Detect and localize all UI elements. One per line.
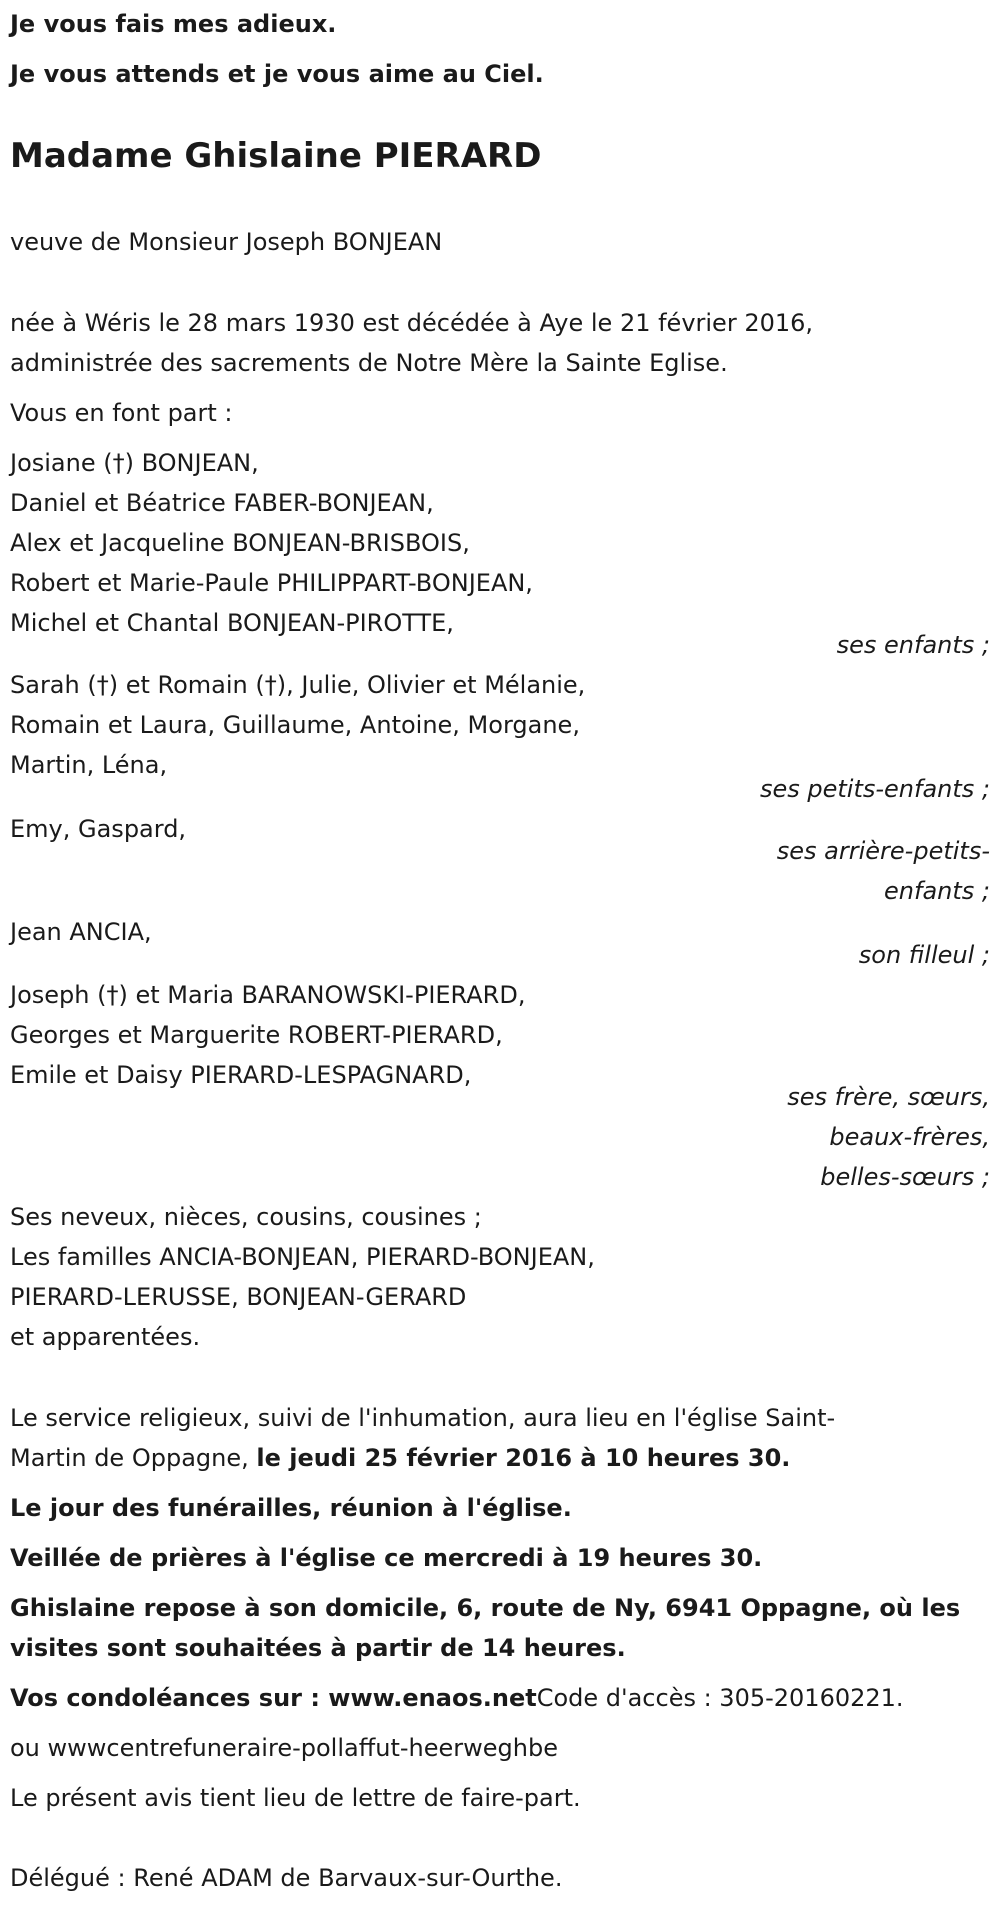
family-name-line: Michel et Chantal BONJEAN-PIROTTE, bbox=[10, 609, 454, 637]
family-name-line: Georges et Marguerite ROBERT-PIERARD, bbox=[10, 1021, 503, 1049]
family-name-line: Emile et Daisy PIERARD-LESPAGNARD, bbox=[10, 1061, 472, 1089]
service-line: Le service religieux, suivi de l'inhumation, aura lieu en l'église Saint- bbox=[10, 1404, 836, 1432]
service-place: Martin de Oppagne, bbox=[10, 1444, 257, 1472]
others-line: PIERARD-LERUSSE, BONJEAN-GERARD bbox=[10, 1283, 467, 1311]
delegate-line: Délégué : René ADAM de Barvaux-sur-Ourthe. bbox=[10, 1864, 563, 1892]
intro-line: Je vous attends et je vous aime au Ciel. bbox=[10, 60, 544, 88]
intro-line: Je vous fais mes adieux. bbox=[10, 10, 337, 38]
widow-line: veuve de Monsieur Joseph BONJEAN bbox=[10, 228, 443, 256]
family-name-line: Romain et Laura, Guillaume, Antoine, Morgane, bbox=[10, 711, 580, 739]
relation-label: belles-sœurs ; bbox=[820, 1163, 990, 1191]
rests-line: Ghislaine repose à son domicile, 6, route de Ny, 6941 Oppagne, où les bbox=[10, 1594, 961, 1622]
relation-label: ses enfants ; bbox=[836, 631, 990, 659]
relation-label: beaux-frères, bbox=[829, 1123, 990, 1151]
family-name-line: Emy, Gaspard, bbox=[10, 815, 187, 843]
others-line: Les familles ANCIA-BONJEAN, PIERARD-BONJEAN, bbox=[10, 1243, 595, 1271]
relation-label: enfants ; bbox=[884, 877, 990, 905]
family-name-line: Alex et Jacqueline BONJEAN-BRISBOIS, bbox=[10, 529, 470, 557]
relation-label: son filleul ; bbox=[858, 941, 990, 969]
condolences-site: Vos condoléances sur : www.enaos.net bbox=[10, 1684, 537, 1712]
family-name-line: Josiane (†) BONJEAN, bbox=[10, 449, 259, 477]
family-name-line: Sarah (†) et Romain (†), Julie, Olivier et Mélanie, bbox=[10, 671, 586, 699]
vigil-line: Veillée de prières à l'église ce mercredi à 19 heures 30. bbox=[10, 1544, 763, 1572]
alt-site-line: ou wwwcentrefuneraire-pollaffut-heerweghbe bbox=[10, 1734, 558, 1762]
relation-label: ses arrière-petits- bbox=[776, 837, 990, 865]
condolences-line bbox=[10, 1678, 904, 1718]
relation-label: ses petits-enfants ; bbox=[759, 775, 990, 803]
notice-line: Le présent avis tient lieu de lettre de faire-part. bbox=[10, 1784, 581, 1812]
sacraments-line: administrée des sacrements de Notre Mère la Sainte Eglise. bbox=[10, 349, 728, 377]
service-date: le jeudi 25 février 2016 à 10 heures 30. bbox=[256, 1444, 791, 1472]
family-name-line: Jean ANCIA, bbox=[10, 918, 152, 946]
family-name-line: Martin, Léna, bbox=[10, 751, 168, 779]
access-code: Code d'accès : 305-20160221. bbox=[536, 1684, 904, 1712]
family-name-line: Robert et Marie-Paule PHILIPPART-BONJEAN, bbox=[10, 569, 533, 597]
deceased-name: Madame Ghislaine PIERARD bbox=[10, 136, 542, 176]
rests-line: visites sont souhaitées à partir de 14 heures. bbox=[10, 1634, 626, 1662]
announce-line: Vous en font part : bbox=[10, 399, 233, 427]
service-line bbox=[10, 1438, 790, 1478]
meeting-line: Le jour des funérailles, réunion à l'église. bbox=[10, 1494, 572, 1522]
family-name-line: Daniel et Béatrice FABER-BONJEAN, bbox=[10, 489, 434, 517]
birth-death-line: née à Wéris le 28 mars 1930 est décédée à Aye le 21 février 2016, bbox=[10, 309, 814, 337]
family-name-line: Joseph (†) et Maria BARANOWSKI-PIERARD, bbox=[10, 981, 526, 1009]
others-line: et apparentées. bbox=[10, 1323, 201, 1351]
relation-label: ses frère, sœurs, bbox=[787, 1083, 990, 1111]
others-line: Ses neveux, nièces, cousins, cousines ; bbox=[10, 1203, 482, 1231]
